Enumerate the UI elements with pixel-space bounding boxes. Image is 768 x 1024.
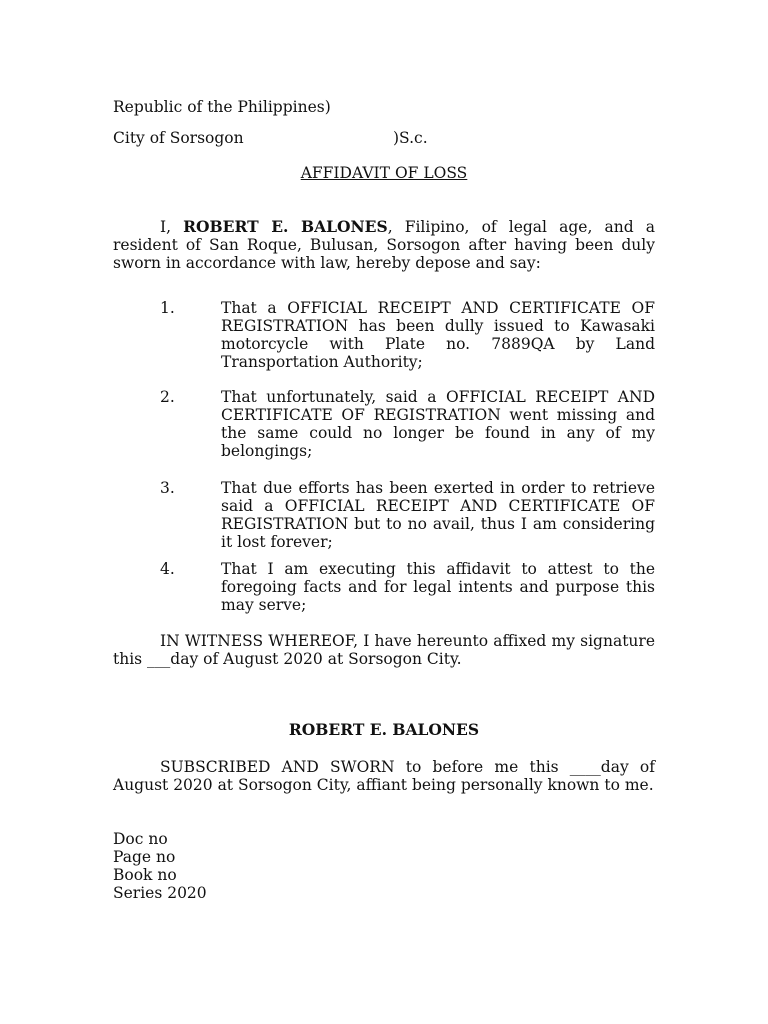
intro-paragraph	[113, 218, 655, 272]
sc-marker: )S.c.	[393, 129, 428, 147]
affiant-name: ROBERT E. BALONES	[183, 217, 388, 236]
doc-no: Doc no	[113, 830, 168, 848]
item-text-3: That due efforts has been exerted in order to retrieve said a OFFICIAL RECEIPT AND CERTIFICATE OF REGISTRATION but to no avail, thus I am considering it lost forever;	[221, 479, 655, 551]
item-text-4: That I am executing this affidavit to attest to the foregoing facts and for legal intents and purpose this may serve;	[221, 560, 655, 614]
series-year: Series 2020	[113, 884, 207, 902]
item-number-2: 2.	[160, 388, 175, 406]
item-number-4: 4.	[160, 560, 175, 578]
document-title: AFFIDAVIT OF LOSS	[300, 164, 468, 182]
republic-line: Republic of the Philippines)	[113, 98, 331, 116]
item-number-1: 1.	[160, 299, 175, 317]
witness-paragraph: IN WITNESS WHEREOF, I have hereunto affixed my signature this ___day of August 2020 at Sorsogon City.	[113, 632, 655, 668]
signatory-name: ROBERT E. BALONES	[288, 720, 480, 739]
item-text-1: That a OFFICIAL RECEIPT AND CERTIFICATE OF REGISTRATION has been dully issued to Kawasaki motorcycle with Plate no. 7889QA by Land Transportation Authority;	[221, 299, 655, 371]
book-no: Book no	[113, 866, 177, 884]
page-no: Page no	[113, 848, 176, 866]
item-text-2: That unfortunately, said a OFFICIAL RECEIPT AND CERTIFICATE OF REGISTRATION went missing and the same could no longer be found in any of my belongings;	[221, 388, 655, 460]
intro-text: , Filipino, of legal age, and a resident of San Roque, Bulusan, Sorsogon after having been duly sworn in accordance with law, hereby depose and say:	[113, 218, 655, 272]
city-line: City of Sorsogon	[113, 129, 244, 147]
jurat-paragraph: SUBSCRIBED AND SWORN to before me this ____day of August 2020 at Sorsogon City, affiant being personally known to me.	[113, 758, 655, 794]
item-number-3: 3.	[160, 479, 175, 497]
intro-prefix: I,	[160, 218, 184, 236]
